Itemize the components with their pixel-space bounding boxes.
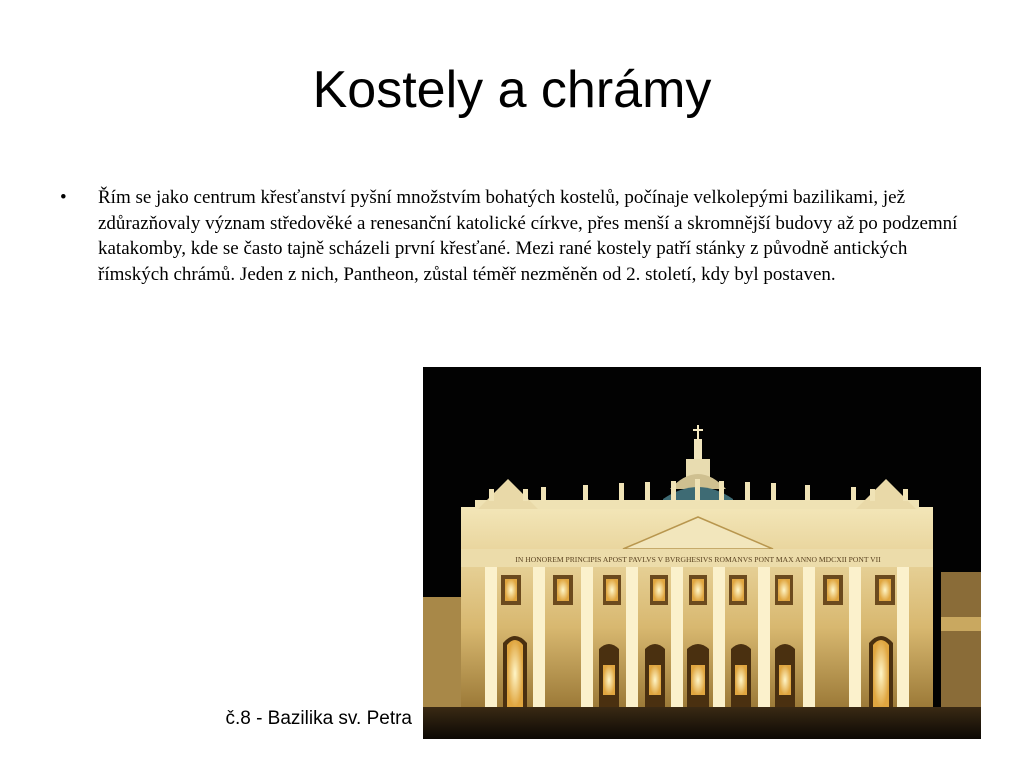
facade-inscription: IN HONOREM PRINCIPIS APOST PAVLVS V BVRGHESIVS ROMANVS PONT MAX ANNO MDCXII PONT VII	[515, 555, 881, 564]
bullet-text: Řím se jako centrum křesťanství pyšní množstvím bohatých kostelů, počínaje velkolepými bazilikami, jež zdůrazňovaly význam středověké a renesanční katolické církve, přes menší a skromnější budovy až po podzemní katakomby, kde se často tajně scházeli první křesťané. Mezi rané kostely patří stánky z původně antických římských chrámů. Jeden z nich, Pantheon, zůstal téměř nezměněn od 2. století, kdy byl postaven.	[98, 187, 958, 285]
bullet-list	[60, 185, 980, 287]
bullet-marker: •	[60, 187, 67, 208]
basilica-photo	[423, 367, 981, 739]
bullet-item	[60, 185, 980, 287]
image-caption: č.8 - Bazilika sv. Petra	[225, 708, 412, 729]
slide-title: Kostely a chrámy	[312, 61, 712, 119]
